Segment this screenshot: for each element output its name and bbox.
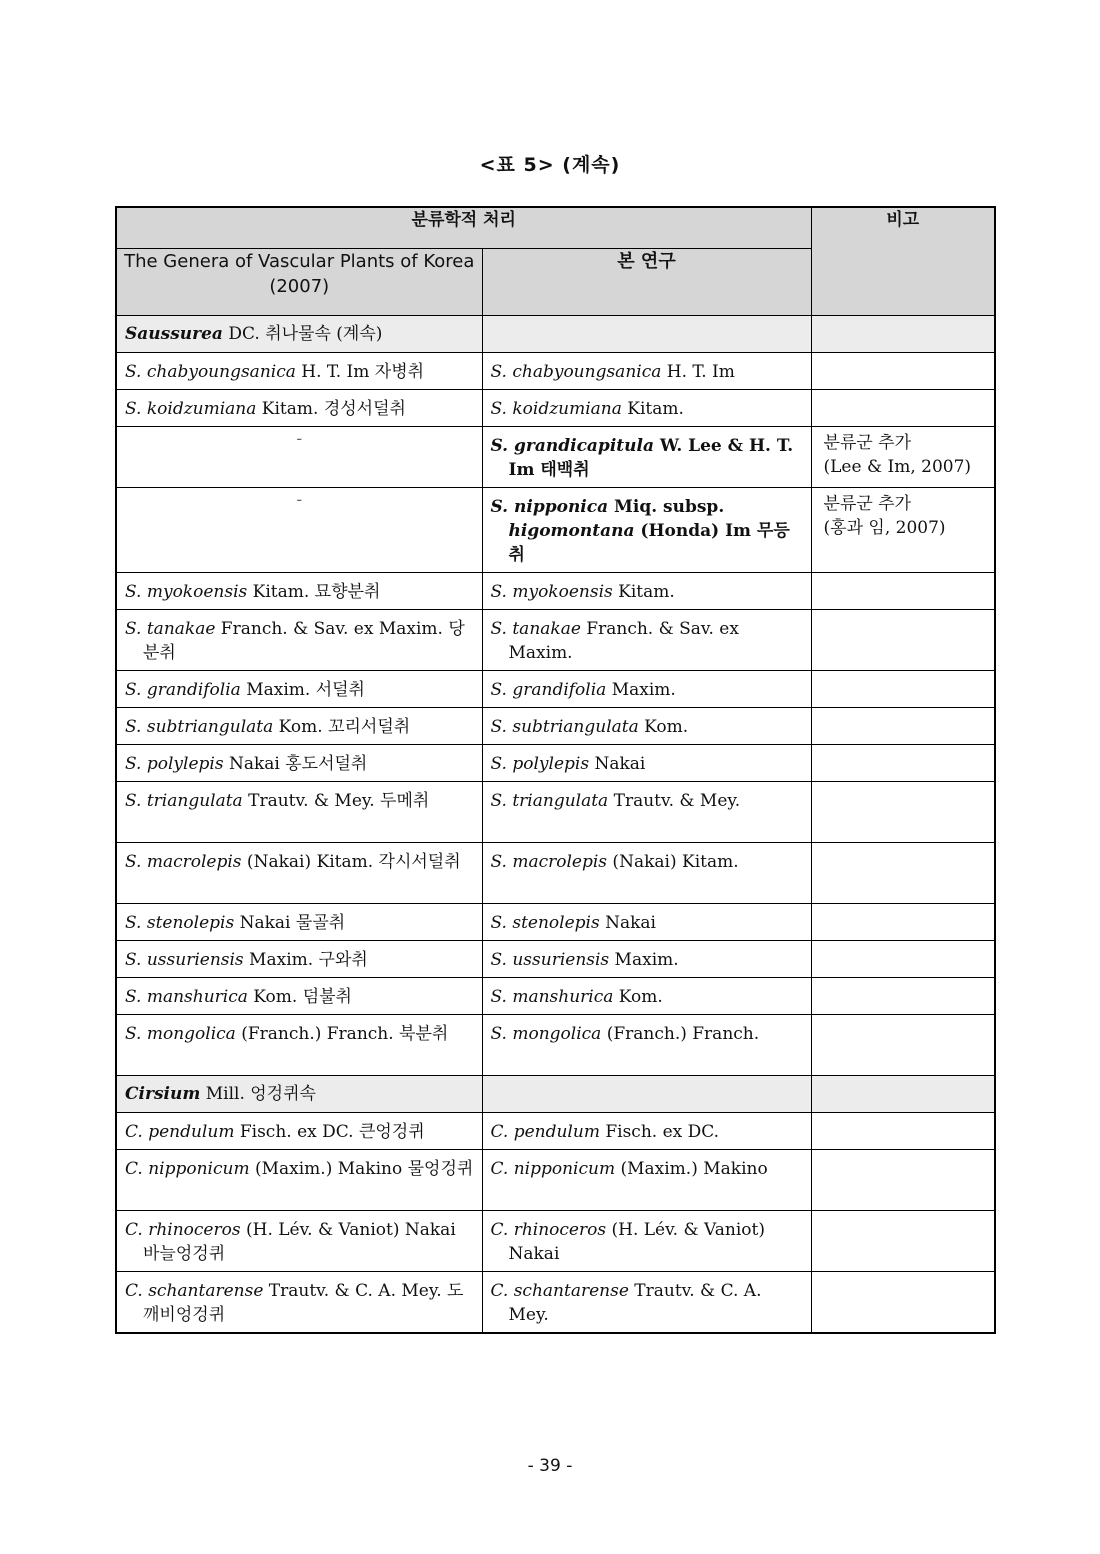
- species-author: (H. Lév. & Vaniot) Nakai: [508, 1219, 765, 1264]
- genus-name: Saussurea: [125, 323, 223, 344]
- species-name: S. koidzumiana: [490, 398, 622, 419]
- species-author: (H. Lév. & Vaniot) Nakai 바늘엉겅퀴: [143, 1219, 456, 1264]
- species-author: Maxim. 구와취: [243, 949, 368, 970]
- header-remarks: 비고: [811, 207, 995, 315]
- table-row: [116, 744, 995, 781]
- empty-dash: -: [116, 487, 482, 572]
- species-author: Franch. & Sav. ex Maxim. 당분취: [143, 618, 465, 663]
- species-author: Kom.: [638, 716, 689, 737]
- species-name: S. macrolepis: [125, 851, 242, 872]
- species-name: S. tanakae: [490, 618, 581, 639]
- table-row: [116, 426, 995, 487]
- table-row: [116, 487, 995, 572]
- species-name: S. chabyoungsanica: [490, 361, 662, 382]
- species-name: C. nipponicum: [490, 1158, 616, 1179]
- note-text: 분류군 추가: [823, 432, 912, 453]
- species-name: S. myokoensis: [125, 581, 248, 602]
- species-author: Miq. subsp.: [608, 496, 725, 517]
- species-name: S. grandifolia: [125, 679, 241, 700]
- species-name: S. mongolica: [125, 1023, 236, 1044]
- species-author: Maxim. 서덜취: [240, 679, 365, 700]
- species-name: S. subtriangulata: [125, 716, 274, 737]
- genus-author: Mill. 엉겅퀴속: [200, 1083, 316, 1104]
- genus-row-saussurea: [116, 315, 995, 352]
- species-author: (Nakai) Kitam. 각시서덜취: [241, 851, 461, 872]
- note-reference: (홍과 임, 2007): [823, 517, 946, 538]
- table-row: [116, 1149, 995, 1210]
- species-name: S. tanakae: [125, 618, 216, 639]
- note-text: 분류군 추가: [823, 493, 912, 514]
- species-author: (Nakai) Kitam.: [607, 851, 739, 872]
- species-author: Maxim.: [606, 679, 676, 700]
- species-name: C. schantarense: [125, 1280, 264, 1301]
- species-author: (Maxim.) Makino: [615, 1158, 768, 1179]
- table-row: [116, 572, 995, 609]
- species-name: S. stenolepis: [125, 912, 235, 933]
- subspecies-author: (Honda) Im 무등취: [508, 520, 790, 565]
- species-author: Fisch. ex DC.: [599, 1121, 720, 1142]
- species-name: S. nipponica: [490, 496, 609, 517]
- species-author: H. T. Im: [661, 361, 735, 382]
- species-name: S. ussuriensis: [490, 949, 610, 970]
- species-name: S. manshurica: [490, 986, 614, 1007]
- species-author: Nakai 홍도서덜취: [223, 753, 368, 774]
- species-author: Fisch. ex DC. 큰엉겅퀴: [234, 1121, 425, 1142]
- table-row: [116, 842, 995, 903]
- species-name: S. polylepis: [490, 753, 590, 774]
- header-taxonomic-treatment: 분류학적 처리: [116, 207, 811, 248]
- empty-dash: -: [116, 426, 482, 487]
- taxonomy-table: [115, 206, 996, 1334]
- species-name: S. triangulata: [125, 790, 243, 811]
- species-author: Trautv. & Mey. 두메취: [242, 790, 430, 811]
- table-row: [116, 903, 995, 940]
- table-row: [116, 707, 995, 744]
- table-row: [116, 609, 995, 670]
- table-row: [116, 1014, 995, 1075]
- species-author: W. Lee & H. T. Im 태백취: [508, 435, 794, 480]
- species-author: Kitam. 묘향분취: [247, 581, 381, 602]
- species-name: S. grandifolia: [490, 679, 607, 700]
- species-name: S. manshurica: [125, 986, 248, 1007]
- species-name: C. pendulum: [490, 1121, 600, 1142]
- page-number: - 39 -: [527, 1456, 573, 1476]
- note-reference: (Lee & Im, 2007): [823, 456, 972, 477]
- species-name: C. rhinoceros: [125, 1219, 241, 1240]
- species-author: Kitam. 경성서덜취: [256, 398, 406, 419]
- species-name: S. ussuriensis: [125, 949, 244, 970]
- species-name: S. macrolepis: [490, 851, 608, 872]
- table-row: [116, 352, 995, 389]
- species-name: S. subtriangulata: [490, 716, 639, 737]
- species-name: S. grandicapitula: [490, 435, 654, 456]
- table-row: [116, 1271, 995, 1333]
- table-row: [116, 389, 995, 426]
- species-author: Nakai: [599, 912, 656, 933]
- species-name: C. rhinoceros: [490, 1219, 607, 1240]
- species-author: Nakai: [589, 753, 646, 774]
- table-row: [116, 977, 995, 1014]
- table-row: [116, 1112, 995, 1149]
- species-name: S. stenolepis: [490, 912, 600, 933]
- species-name: S. koidzumiana: [125, 398, 257, 419]
- species-author: Kitam.: [612, 581, 675, 602]
- species-author: Franch. & Sav. ex Maxim.: [508, 618, 739, 663]
- table-row: [116, 1210, 995, 1271]
- species-name: S. chabyoungsanica: [125, 361, 296, 382]
- species-author: (Franch.) Franch. 북분취: [235, 1023, 449, 1044]
- species-author: Kom. 덤불취: [247, 986, 352, 1007]
- genus-name: Cirsium: [125, 1083, 201, 1104]
- species-name: S. triangulata: [490, 790, 609, 811]
- genus-author: DC. 취나물속 (계속): [222, 323, 383, 344]
- species-author: Maxim.: [609, 949, 679, 970]
- header-this-study: 본 연구: [482, 248, 811, 315]
- species-author: (Maxim.) Makino 물엉겅퀴: [249, 1158, 474, 1179]
- species-author: Trautv. & C. A. Mey.: [508, 1280, 762, 1325]
- species-author: Trautv. & Mey.: [608, 790, 741, 811]
- species-author: Kom.: [613, 986, 663, 1007]
- table-row: [116, 940, 995, 977]
- species-author: Nakai 물골취: [234, 912, 346, 933]
- header-genera-2007: The Genera of Vascular Plants of Korea (2007): [116, 248, 482, 315]
- table-row: [116, 781, 995, 842]
- species-name: C. pendulum: [125, 1121, 235, 1142]
- species-name: S. polylepis: [125, 753, 224, 774]
- species-author: Kitam.: [621, 398, 684, 419]
- species-name: C. nipponicum: [125, 1158, 250, 1179]
- species-name: C. schantarense: [490, 1280, 629, 1301]
- table-row: [116, 670, 995, 707]
- species-name: S. myokoensis: [490, 581, 613, 602]
- species-author: Kom. 꼬리서덜취: [273, 716, 411, 737]
- species-name: S. mongolica: [490, 1023, 602, 1044]
- species-author: Trautv. & C. A. Mey. 도깨비엉겅퀴: [143, 1280, 464, 1325]
- species-author: H. T. Im 자병취: [295, 361, 425, 382]
- genus-row-cirsium: [116, 1075, 995, 1112]
- species-author: (Franch.) Franch.: [601, 1023, 760, 1044]
- subspecies-name: higomontana: [508, 520, 635, 541]
- table-caption: <표 5> (계속): [479, 154, 621, 176]
